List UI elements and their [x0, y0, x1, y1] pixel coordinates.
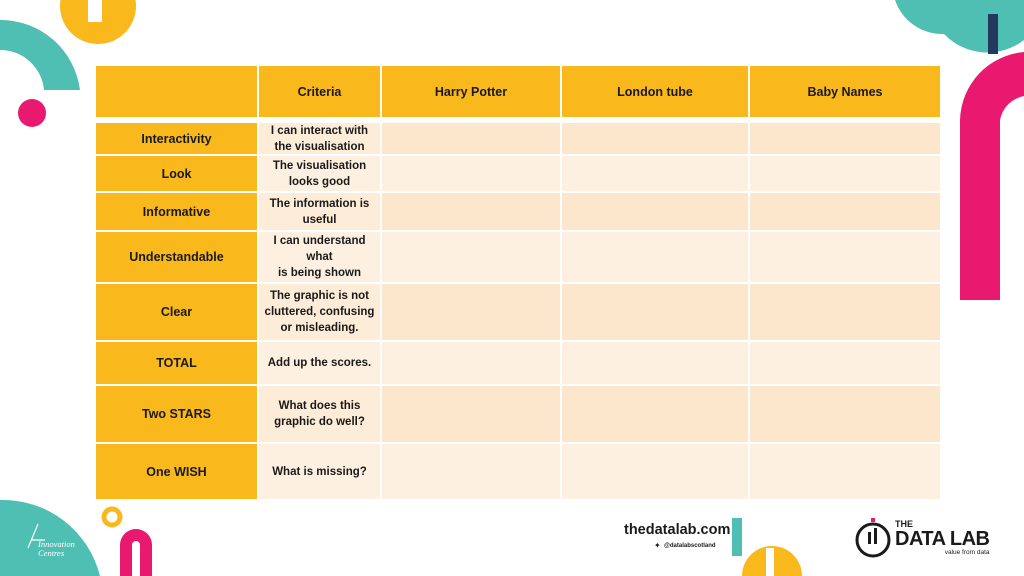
row-criteria-understandable: I can understand what is being shown [259, 232, 382, 284]
score-cell[interactable] [750, 232, 942, 284]
score-cell[interactable] [750, 193, 942, 232]
score-cell[interactable] [562, 342, 750, 386]
twitter-handle[interactable]: @datalabscotland [664, 543, 716, 549]
data-lab-logo-mark [857, 524, 889, 556]
score-cell[interactable] [562, 232, 750, 284]
table-header-criteria: Criteria [259, 66, 382, 119]
table-header-harry-potter: Harry Potter [382, 66, 562, 119]
score-cell[interactable] [562, 119, 750, 156]
table-header-baby-names: Baby Names [750, 66, 942, 119]
yellow-ring-shape [104, 509, 120, 525]
score-cell[interactable] [382, 119, 562, 156]
row-label-two-stars: Two STARS [96, 386, 259, 444]
teal-bar-shape [732, 518, 742, 556]
twitter-icon: ✦ [654, 541, 661, 550]
row-criteria-clear: The graphic is not cluttered, confusing or misleading. [259, 284, 382, 342]
score-cell[interactable] [382, 156, 562, 193]
score-cell[interactable] [750, 119, 942, 156]
row-criteria-total: Add up the scores. [259, 342, 382, 386]
row-label-one-wish: One WISH [96, 444, 259, 501]
data-lab-logo [895, 520, 990, 556]
row-label-informative: Informative [96, 193, 259, 232]
score-cell[interactable] [382, 193, 562, 232]
row-label-clear: Clear [96, 284, 259, 342]
score-cell[interactable] [750, 342, 942, 386]
row-criteria-look: The visualisation looks good [259, 156, 382, 193]
score-cell[interactable] [750, 444, 942, 501]
navy-bar-shape [988, 14, 998, 54]
score-cell[interactable] [562, 193, 750, 232]
innovation-centres-text: Innovation Centres [38, 539, 75, 558]
score-cell[interactable] [562, 386, 750, 444]
score-cell[interactable] [562, 156, 750, 193]
row-label-understandable: Understandable [96, 232, 259, 284]
row-criteria-interactivity: I can interact with the visualisation [259, 119, 382, 156]
logo-tagline: value from data [944, 549, 990, 556]
row-criteria-two-stars: What does this graphic do well? [259, 386, 382, 444]
row-label-look: Look [96, 156, 259, 193]
score-cell[interactable] [750, 386, 942, 444]
score-cell[interactable] [562, 444, 750, 501]
score-cell[interactable] [750, 284, 942, 342]
score-cell[interactable] [382, 342, 562, 386]
table-header-london-tube: London tube [562, 66, 750, 119]
pink-bottom-shape [120, 529, 152, 576]
teal-bottom-left-shape [0, 500, 100, 576]
row-label-interactivity: Interactivity [96, 119, 259, 156]
evaluation-table [96, 66, 942, 503]
row-label-total: TOTAL [96, 342, 259, 386]
table-header-empty [96, 66, 259, 119]
score-cell[interactable] [382, 284, 562, 342]
pink-dot-shape [18, 99, 46, 127]
score-cell[interactable] [382, 444, 562, 501]
website-link[interactable]: thedatalab.com [624, 522, 731, 538]
score-cell[interactable] [382, 386, 562, 444]
logo-main: DATA LAB [895, 528, 990, 550]
row-criteria-one-wish: What is missing? [259, 444, 382, 501]
logo-the: THE [895, 519, 913, 529]
score-cell[interactable] [750, 156, 942, 193]
teal-top-right-shape [895, 0, 1024, 53]
score-cell[interactable] [562, 284, 750, 342]
score-cell[interactable] [382, 232, 562, 284]
row-criteria-informative: The information is useful [259, 193, 382, 232]
